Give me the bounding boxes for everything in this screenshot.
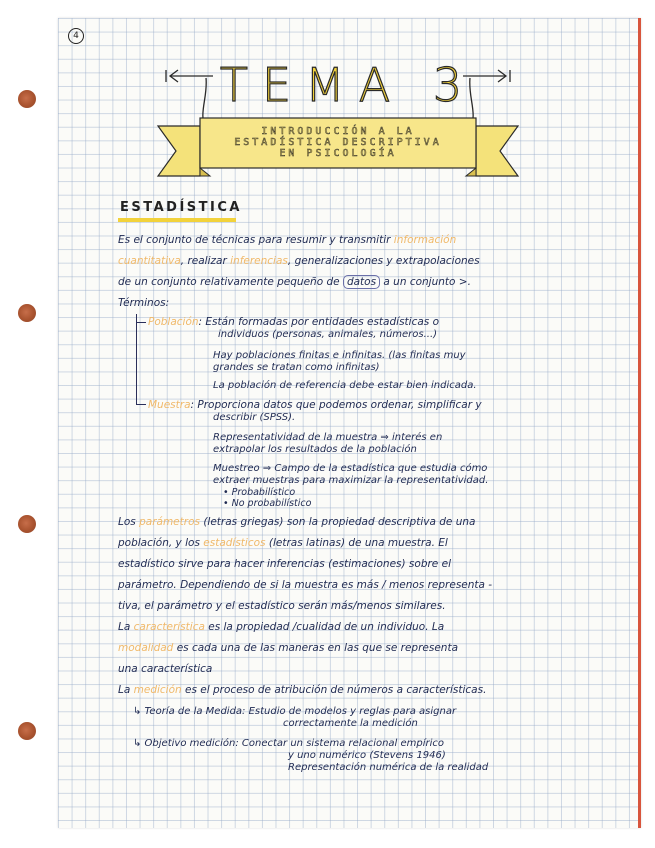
highlight-text: modalidad <box>118 642 174 654</box>
title-block <box>58 58 638 118</box>
poblacion-note-1a: Hay poblaciones finitas e infinitas. (las finitas muy <box>213 350 466 361</box>
muestra-sampling-1: Muestreo ⇒ Campo de la estadística que estudia cómo <box>213 463 488 474</box>
banner-line-2: ESTADÍSTICA DESCRIPTIVA <box>234 137 442 148</box>
muestra-sampling-2: extraer muestras para maximizar la representatividad. <box>213 475 489 486</box>
text: , realizar <box>180 255 227 267</box>
bullet-no-probabilistico: • No probabilístico <box>223 498 312 509</box>
binder-hole-icon <box>18 90 36 108</box>
banner-line-1: INTRODUCCIÓN A LA <box>261 126 415 137</box>
title-frame-icon <box>58 18 638 218</box>
poblacion-note-1b: grandes se tratan como infinitas) <box>213 362 380 373</box>
heading-highlight <box>118 218 236 222</box>
text: La <box>118 621 131 633</box>
muestra-line-2: describir (SPSS). <box>213 412 296 423</box>
text: , generalizaciones y extrapolaciones <box>287 255 480 267</box>
text: : Proporciona datos que podemos ordenar, simplificar y <box>190 399 482 411</box>
text: La <box>118 684 131 696</box>
definition-line-2 <box>118 255 480 267</box>
poblacion-line-2: individuos (personas, animales, números...) <box>218 329 438 340</box>
text: de un conjunto relativamente pequeño de <box>118 276 340 288</box>
binder-hole-icon <box>18 515 36 533</box>
parametros-line-5: tiva, el parámetro y el estadístico serán más/menos similares. <box>118 600 446 612</box>
teoria-medida-1: ↳ Teoría de la Medida: Estudio de modelos y reglas para asignar <box>133 706 457 717</box>
text: : Están formadas por entidades estadísticas o <box>198 316 440 328</box>
parametros-line-1 <box>118 516 475 528</box>
objetivo-medicion-1: ↳ Objetivo medición: Conectar un sistema relacional empírico <box>133 738 445 749</box>
definition-line-3 <box>118 276 471 288</box>
highlight-text: Población <box>148 316 199 328</box>
text: población, y los <box>118 537 200 549</box>
page-number: 4 <box>68 28 84 44</box>
objetivo-medicion-3: Representación numérica de la realidad <box>288 762 489 773</box>
terms-label: Términos: <box>118 297 170 309</box>
parametros-line-2 <box>118 537 448 549</box>
parametros-line-3: estadístico sirve para hacer inferencias (estimaciones) sobre el <box>118 558 451 570</box>
binder-hole-icon <box>18 304 36 322</box>
caracteristica-line-3: una característica <box>118 663 213 675</box>
banner-subtitle <box>198 126 478 159</box>
page-title: TEMA 3 <box>219 58 477 112</box>
objetivo-medicion-2: y uno numérico (Stevens 1946) <box>288 750 446 761</box>
banner-line-3: EN PSICOLOGÍA <box>279 148 397 159</box>
highlight-text: cuantitativa <box>118 255 181 267</box>
text: es cada una de las maneras en las que se representa <box>176 642 459 654</box>
highlight-text: inferencias <box>230 255 288 267</box>
text: (letras latinas) de una muestra. El <box>268 537 448 549</box>
muestra-repr-1: Representatividad de la muestra ⇒ interés en <box>213 432 443 443</box>
parametros-line-4: parámetro. Dependiendo de si la muestra es más / menos representa - <box>118 579 493 591</box>
highlight-text: medición <box>133 684 182 696</box>
muestra-line-1 <box>148 399 482 411</box>
text: a un conjunto >. <box>383 276 471 288</box>
section-heading: ESTADÍSTICA <box>120 200 242 215</box>
highlight-text: característica <box>133 621 205 633</box>
highlight-text: parámetros <box>139 516 200 528</box>
highlight-text: estadísticos <box>203 537 266 549</box>
highlight-text: información <box>393 234 457 246</box>
highlight-text: Muestra <box>148 399 191 411</box>
boxed-text: datos <box>343 275 380 289</box>
poblacion-note-2: La población de referencia debe estar bien indicada. <box>213 380 477 391</box>
text: (letras griegas) son la propiedad descriptiva de una <box>203 516 476 528</box>
caracteristica-line-2 <box>118 642 458 654</box>
binder-hole-icon <box>18 722 36 740</box>
teoria-medida-2: correctamente la medición <box>283 718 418 729</box>
bullet-probabilistico: • Probabilístico <box>223 487 296 498</box>
tree-branch-muestra <box>136 404 146 405</box>
text: Es el conjunto de técnicas para resumir y transmitir <box>118 234 391 246</box>
poblacion-line-1 <box>148 316 439 328</box>
tree-branch-poblacion <box>136 322 146 323</box>
text: es el proceso de atribución de números a características. <box>185 684 487 696</box>
notebook-page <box>58 18 641 828</box>
definition-line-1 <box>118 234 456 246</box>
text: es la propiedad /cualidad de un individuo. La <box>208 621 445 633</box>
text: Los <box>118 516 136 528</box>
tree-branch-line <box>136 314 137 404</box>
medicion-line-1 <box>118 684 486 696</box>
muestra-repr-2: extrapolar los resultados de la población <box>213 444 417 455</box>
caracteristica-line-1 <box>118 621 444 633</box>
